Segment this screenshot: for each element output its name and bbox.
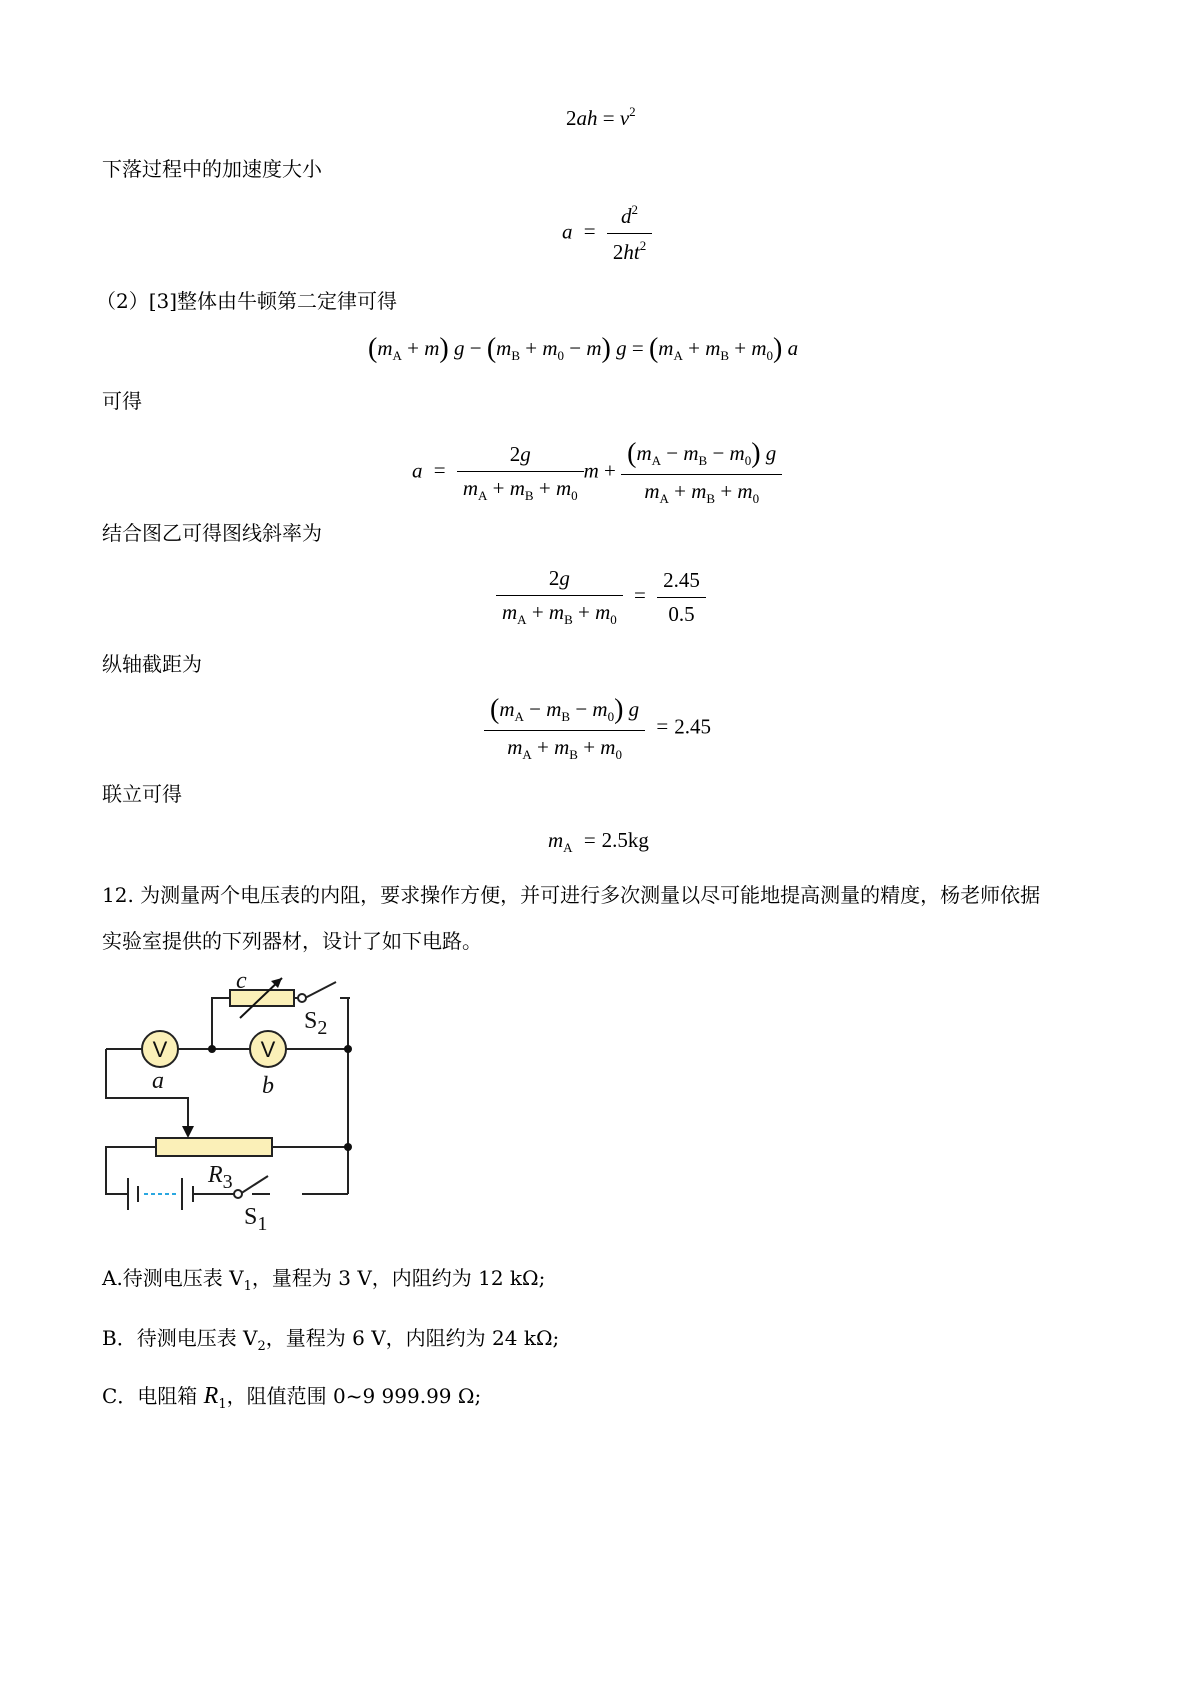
equation-result-mA: $m_A = 2.5kg$	[548, 828, 649, 855]
text-part2-intro: （2）[3]整体由牛顿第二定律可得	[96, 289, 398, 313]
equation-intercept: $\frac{(m_A - m_B - m_0) g}{m_A + m_B + m_0}$ = 2.45	[484, 694, 711, 763]
label-b: b	[262, 1073, 274, 1099]
option-C: C．电阻箱 $R_1$，阻值范围 0~9 999.99 Ω;	[102, 1383, 482, 1412]
label-R3: $R_3$	[208, 1162, 233, 1193]
mA-result-value: 2.5kg	[601, 828, 649, 852]
label-S1: $S_1$	[244, 1204, 268, 1235]
circuit-diagram	[90, 960, 410, 1240]
slope-numerator: 2.45	[657, 568, 706, 598]
text-fall-acceleration: 下落过程中的加速度大小	[102, 157, 322, 181]
equation-acceleration-linear: a = $\frac{2g}{m_A + m_B + m_0}$ m + $\frac{(m_A - m_B - m_0) g}{m_A + m_B + m_0}$	[412, 438, 782, 507]
voltmeter-b-symbol: V	[260, 1037, 276, 1062]
intercept-value: 2.45	[674, 714, 712, 739]
text-combine: 联立可得	[102, 782, 182, 806]
equation-acceleration: a = $\frac{d^2}{2ht^2}$	[562, 202, 652, 265]
question-12-line1: 12. 为测量两个电压表的内阻，要求操作方便，并可进行多次测量以尽可能地提高测量的精度，杨老师依据	[102, 883, 1041, 907]
voltmeter-a-symbol: V	[152, 1037, 168, 1062]
slope-denominator: 0.5	[668, 601, 695, 626]
text-slope-intro: 结合图乙可得图线斜率为	[102, 521, 322, 545]
option-B: B．待测电压表 $V_2$，量程为 6 V，内阻约为 24 kΩ;	[102, 1326, 560, 1354]
slider-arrow-icon	[182, 1126, 194, 1138]
equation-slope: $\frac{2g}{m_A + m_B + m_0}$ = $\frac{2.45}{0.5}$	[496, 566, 706, 628]
label-a: a	[152, 1068, 164, 1094]
label-c: c	[236, 968, 247, 994]
question-12-line2: 实验室提供的下列器材，设计了如下电路。	[102, 929, 482, 953]
text-intercept-intro: 纵轴截距为	[102, 652, 202, 676]
text-obtain: 可得	[102, 389, 142, 413]
rheostat-R3	[156, 1138, 272, 1156]
equation-newton-law: $(m_A + m) g - (m_B + m_0 - m) g = (m_A + m_B + m_0)$ a	[368, 333, 799, 364]
equation-kinematics: $2ah = v^2$	[566, 104, 636, 130]
label-S2: $S_2$	[304, 1008, 328, 1039]
option-A: A.待测电压表 $V_1$，量程为 3 V，内阻约为 12 kΩ;	[102, 1266, 546, 1294]
